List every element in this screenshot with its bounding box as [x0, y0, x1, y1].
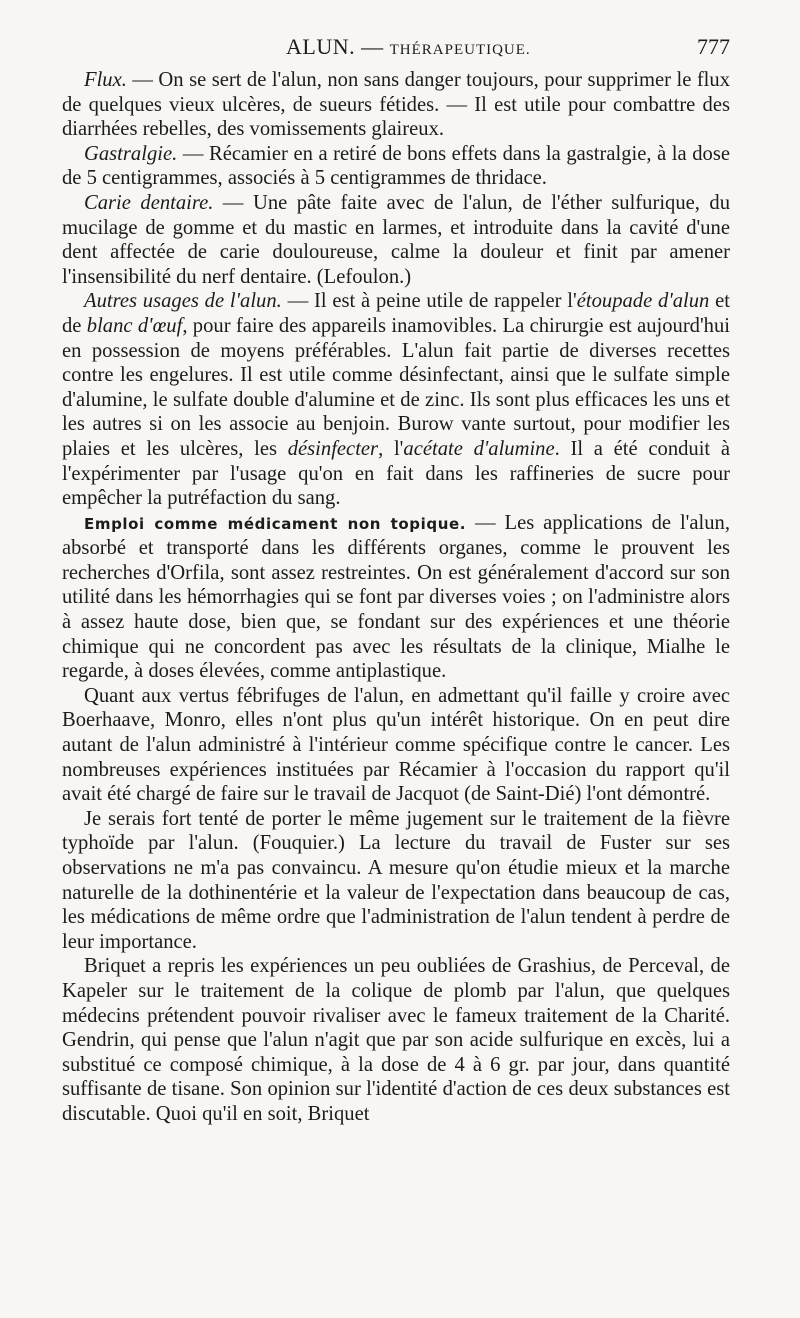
paragraph-heading: Flux.	[84, 69, 127, 91]
paragraph-flux	[62, 68, 730, 142]
page-body	[62, 68, 730, 1127]
paragraph-heading: Autres usages de l'alun.	[84, 290, 282, 313]
italic-term: blanc d'œuf	[86, 314, 183, 337]
paragraph-text: . Il a été conduit à l'expérimenter par l'usage qu'on en fait dans les raffineries de sucre pour empêcher la putréfaction du sang.	[62, 437, 731, 510]
italic-term: acétate d'alumine	[403, 437, 555, 460]
paragraph-text: et de	[62, 290, 731, 337]
paragraph-text: Je serais fort tenté de porter le même jugement sur le traitement de la fièvre typhoïde par l'alun. (Fouquier.) La lecture du travail de Fuster sur ses observations ne m'a pas convaincu. A mesure qu'on étudie mieux et la marche naturelle de la dothinentérie et la valeur de l'expectation dans beaucoup de cas, les médications de même ordre que l'administration de l'alun tendent à perdre de leur importance.	[62, 807, 730, 953]
paragraph-text: — Une pâte faite avec de l'alun, de l'éther sulfurique, du mucilage de gomme et du mastic en larmes, et introduite dans la cavité d'une dent affectée de carie douloureuse, calme la douleur et finit par amener l'insensibilité du nerf dentaire. (Lefoulon.)	[62, 191, 730, 288]
paragraph-text: Briquet a repris les expériences un peu oubliées de Grashius, de Perceval, de Kapeler sur le traitement de la colique de plomb par l'alun, que quelques médecins prétendent pouvoir rivaliser avec le fameux traitement de la Charité. Gendrin, qui pense que l'alun n'agit que par son acide sulfurique en excès, lui a substitué ce composé chimique, à la dose de 4 à 6 gr. par jour, dans quantité suffisante de tisane. Son opinion sur l'identité d'action de ces deux substances est discutable. Quoi qu'il en soit, Briquet	[62, 955, 730, 1125]
paragraph-text: — Récamier en a retiré de bons effets dans la gastralgie, à la dose de 5 centigrammes, associés à 5 centigrammes de thridace.	[62, 142, 730, 190]
page-number: 777	[697, 34, 730, 59]
paragraph-fievre-typhoide	[62, 807, 730, 955]
paragraph-carie-dentaire	[62, 191, 730, 289]
paragraph-febrifuges	[62, 684, 730, 807]
running-title-main: ALUN. —	[286, 34, 384, 59]
running-header	[62, 34, 730, 62]
section-heading: Emploi comme médicament non topique.	[84, 514, 467, 533]
italic-term: désinfecter	[287, 437, 379, 460]
paragraph-text: — Il est à peine utile de rappeler l'	[281, 290, 577, 313]
paragraph-autres-usages	[62, 289, 730, 510]
paragraph-emploi	[62, 511, 730, 684]
paragraph-text: , pour faire des appareils inamovibles. La chirurgie est aujourd'hui en possession de moyens préférables. L'alun fait partie de diverses recettes contre les engelures. Il est utile comme désinfectant, ainsi que le sulfate simple d'alumine, le sulfate double d'alumine et de zinc. Ils sont plus efficaces les uns et les autres si on les associe au benjoin. Burow vante surtout, pour modifier les plaies et les ulcères, les	[62, 314, 731, 460]
paragraph-heading: Carie dentaire.	[84, 191, 214, 214]
italic-term: étoupade d'alun	[576, 290, 710, 313]
running-title-section: THÉRAPEUTIQUE.	[389, 42, 531, 58]
paragraph-heading: Gastralgie.	[84, 142, 178, 165]
paragraph-text: Quant aux vertus fébrifuges de l'alun, en admettant qu'il faille y croire avec Boerhaave, Monro, elles n'ont plus qu'un intérêt historique. On en peut dire autant de l'alun administré à l'intérieur comme spécifique contre le cancer. Les nombreuses expériences instituées par Récamier à l'occasion du rapport qu'il avait été chargé de faire sur le travail de Jacquot (de Saint-Dié) l'ont démontré.	[62, 684, 730, 806]
paragraph-text: — On se sert de l'alun, non sans danger toujours, pour supprimer le flux de quelques vieux ulcères, de sueurs fétides. — Il est utile pour combattre des diarrhées rebelles, des vomissements glaireux.	[62, 69, 730, 141]
paragraph-gastralgie	[62, 142, 730, 191]
paragraph-text: , l'	[378, 437, 404, 460]
running-title	[286, 34, 531, 60]
paragraph-text: — Les applications de l'alun, absorbé et transporté dans les différents organes, comme le prouvent les recherches d'Orfila, sont assez restreintes. On est généralement d'accord sur son utilité dans les hémorrhagies qui se font par diverses voies ; on l'administre alors à assez haute dose, bien que, se fondant sur des expériences et une théorie chimique qui ne concordent pas avec les résultats de la clinique, Mialhe le regarde, à doses élevées, comme antiplastique.	[62, 511, 730, 683]
paragraph-colique-plomb	[62, 954, 730, 1126]
